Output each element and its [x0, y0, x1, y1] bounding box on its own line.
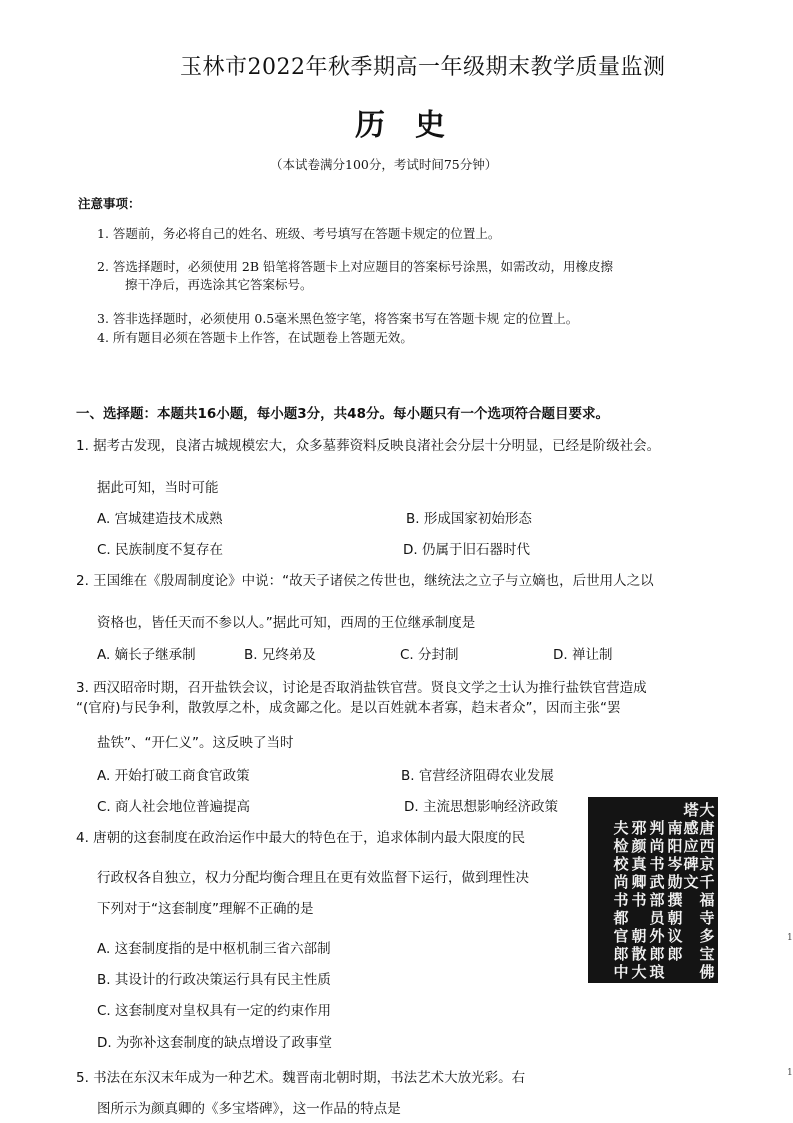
question-4-option-c: C. 这套制度对皇权具有一定的约束作用: [97, 1003, 332, 1019]
question-4-stem: 4. 唐朝的这套制度在政治运作中最大的特色在于，追求体制内最大限度的民: [76, 830, 526, 846]
exam-title: 玉林市2022年秋季期高一年级期末教学质量监测: [180, 55, 666, 80]
note-item: 擦干净后，再选涂其它答案标号。: [125, 277, 313, 292]
question-1-option-a: A. 宫城建造技术成熟: [97, 511, 223, 527]
question-1-stem-2: 据此可知，当时可能: [97, 480, 219, 496]
question-3-stem-2: “(官府)与民争利，散敦厚之朴，成贪鄙之化。是以百姓就本者寡，趋末者众”，因而主张“罢: [76, 700, 621, 716]
note-item: 1. 答题前，务必将自己的姓名、班级、考号填写在答题卡规定的位置上。: [97, 226, 501, 241]
question-4-stem-2: 行政权各自独立，权力分配均衡合理且在更有效监督下运行，做到理性决: [97, 870, 529, 886]
question-2-option-b: B. 兄终弟及: [244, 647, 316, 663]
note-item: 4. 所有题目必须在答题卡上作答，在试题卷上答题无效。: [97, 330, 413, 345]
rubbing-column: 南 阳 岑 勋 撰: [667, 819, 683, 909]
section-heading: 一、选择题：本题共16小题，每小题3分，共48分。每小题只有一个选项符合题目要求。: [76, 406, 609, 422]
question-2-stem-2: 资格也，皆任天而不参以人。”据此可知，西周的王位继承制度是: [97, 615, 476, 631]
question-2-option-c: C. 分封制: [400, 647, 459, 663]
question-4-stem-3: 下列对于“这套制度”理解不正确的是: [97, 901, 314, 917]
rubbing-column: 大 唐 西 京 千 福 寺 多 宝 佛: [699, 801, 715, 981]
rubbing-column: 判 尚 书 武 部 员 外 郎 琅: [649, 819, 665, 981]
question-2-option-d: D. 禅让制: [553, 647, 613, 663]
question-4-option-d: D. 为弥补这套制度的缺点增设了政事堂: [97, 1035, 332, 1051]
question-4-option-a: A. 这套制度指的是中枢机制三省六部制: [97, 941, 331, 957]
question-5-stem-2: 图所示为颜真卿的《多宝塔碑》，这一作品的特点是: [97, 1101, 401, 1117]
page-mark: 1: [787, 1068, 793, 1078]
question-3-stem-3: 盐铁”、“开仁义”。这反映了当时: [97, 735, 294, 751]
rubbing-column: 塔 感 应 碑 文: [683, 801, 699, 891]
exam-meta: （本试卷满分100分，考试时间75分钟）: [270, 157, 498, 172]
question-3-option-d: D. 主流思想影响经济政策: [404, 799, 558, 815]
subject-title: 历史: [355, 108, 475, 143]
duobao-stele-rubbing-image: [588, 797, 718, 983]
question-3-option-a: A. 开始打破工商食官政策: [97, 768, 250, 784]
rubbing-column: 朝 议 郎: [667, 909, 683, 963]
question-1-option-d: D. 仍属于旧石器时代: [403, 542, 530, 558]
question-2-option-a: A. 嫡长子继承制: [97, 647, 196, 663]
notes-heading: 注意事项：: [78, 196, 141, 211]
question-1-option-b: B. 形成国家初始形态: [406, 511, 532, 527]
page-mark: 1: [787, 933, 793, 943]
note-item: 2. 答选择题时，必须使用 2B 铅笔将答题卡上对应题目的答案标号涂黑，如需改动，用橡皮擦: [97, 259, 613, 274]
question-3-option-c: C. 商人社会地位普遍提高: [97, 799, 251, 815]
question-1-stem: 1. 据考古发现，良渚古城规模宏大，众多墓葬资料反映良渚社会分层十分明显，已经是阶级社会。: [76, 438, 661, 454]
question-4-option-b: B. 其设计的行政决策运行具有民主性质: [97, 972, 331, 988]
question-2-stem: 2. 王国维在《殷周制度论》中说：“故天子诸侯之传世也，继统法之立子与立嫡也，后世用人之以: [76, 573, 654, 589]
note-item: 3. 答非选择题时，必须使用 0.5毫米黑色签字笔，将答案书写在答题卡规 定的位置上。: [97, 311, 579, 326]
rubbing-column: 邪 颜 真 卿 书: [631, 819, 647, 909]
question-5-stem: 5. 书法在东汉末年成为一种艺术。魏晋南北朝时期，书法艺术大放光彩。右: [76, 1070, 526, 1086]
rubbing-column: 夫 检 校 尚 书 都 官 郎 中: [613, 819, 629, 981]
question-3-stem: 3. 西汉昭帝时期，召开盐铁会议，讨论是否取消盐铁官营。贤良文学之士认为推行盐铁官营造成: [76, 680, 647, 696]
question-3-option-b: B. 官营经济阻碍农业发展: [401, 768, 554, 784]
rubbing-column: 朝 散 大: [631, 927, 647, 981]
question-1-option-c: C. 民族制度不复存在: [97, 542, 224, 558]
